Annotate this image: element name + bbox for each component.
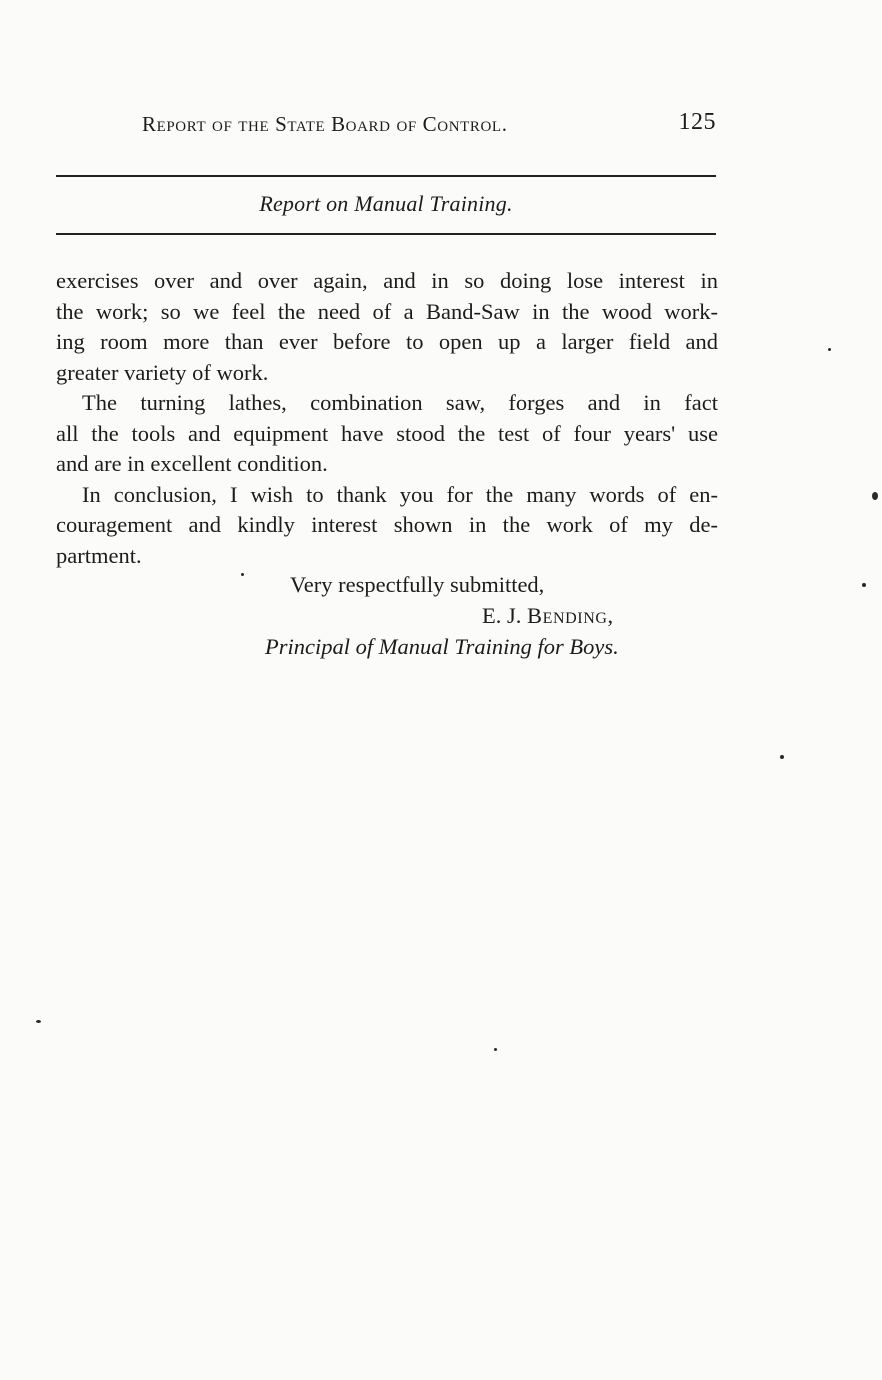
paragraph-line: and are in excellent condition.	[56, 451, 328, 476]
paragraph-line: In conclusion, I wish to thank you for the many words of en-	[82, 481, 718, 507]
paragraph-3	[56, 480, 718, 572]
closing-line: Very respectfully submitted,	[290, 572, 545, 597]
paragraph-line: all the tools and equipment have stood the test of four years' use	[56, 420, 718, 446]
scan-speck	[241, 573, 244, 576]
paragraph-1	[56, 266, 718, 388]
scan-speck	[872, 492, 878, 500]
paragraph-line: the work; so we feel the need of a Band-Saw in the wood work-	[56, 298, 718, 324]
top-rule	[56, 175, 716, 177]
paragraph-line: ing room more than ever before to open up a larger field and	[56, 329, 718, 354]
section-title: Report on Manual Training.	[259, 191, 513, 216]
paragraph-line: partment.	[56, 542, 142, 568]
page-number: 125	[678, 109, 716, 135]
paragraph-line: The turning lathes, combination saw, forges and in fact	[82, 390, 718, 415]
paragraph-line: exercises over and over again, and in so doing lose interest in	[56, 268, 718, 293]
signer-name	[482, 603, 614, 629]
signer-initials: E. J.	[482, 603, 522, 628]
paragraph-line: greater variety of work.	[56, 359, 269, 385]
running-header	[56, 109, 716, 142]
body-text	[56, 266, 718, 571]
signer-title: Principal of Manual Training for Boys.	[265, 634, 619, 659]
paragraph-line: couragement and kindly interest shown in the work of my de-	[56, 512, 718, 537]
signer-surname: Bending,	[527, 603, 614, 628]
scan-speck	[780, 755, 784, 759]
scan-speck	[828, 348, 831, 351]
scan-speck	[36, 1020, 41, 1023]
paragraph-2	[56, 388, 718, 480]
scan-speck	[494, 1048, 497, 1051]
running-title: Report of the State Board of Control.	[142, 112, 508, 136]
bottom-rule	[56, 233, 716, 235]
scan-speck	[862, 583, 866, 587]
